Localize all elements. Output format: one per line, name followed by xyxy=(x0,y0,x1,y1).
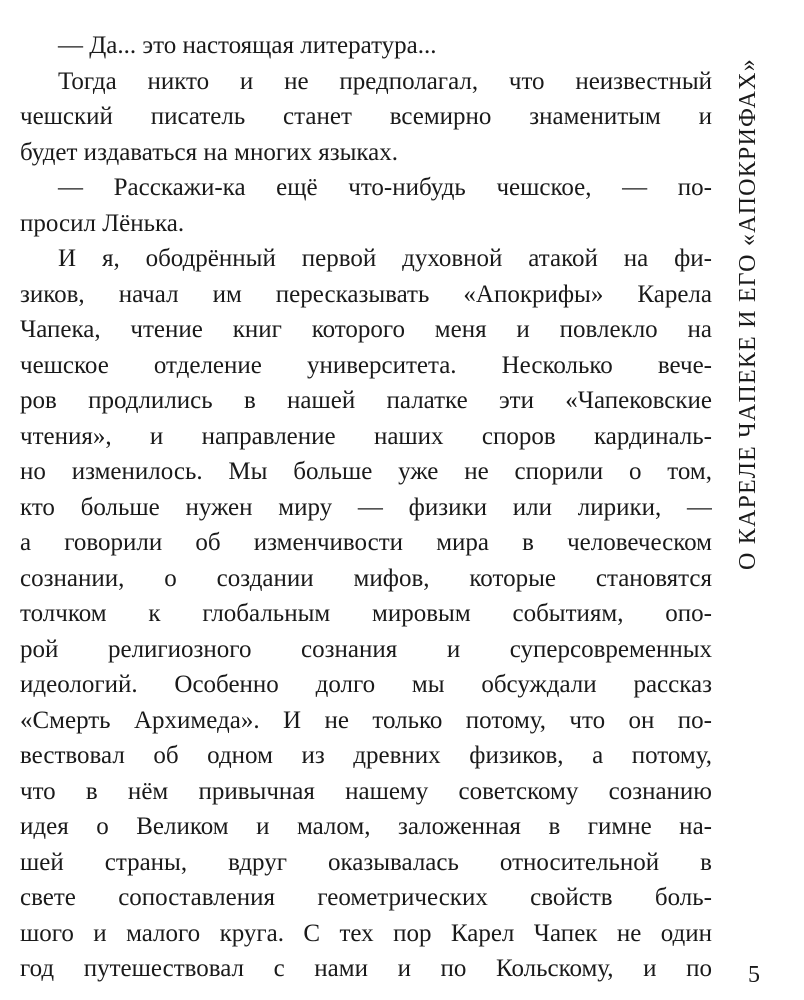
text-line: толчком к глобальным мировым событиям, опо- xyxy=(20,600,712,627)
text-line: рой религиозного сознания и суперсовременных xyxy=(20,635,712,663)
text-line: Чапека, чтение книг которого меня и повлекло на xyxy=(20,316,712,343)
running-head: О КАРЕЛЕ ЧАПЕКЕ И ЕГО «АПОКРИФАХ» xyxy=(735,58,761,570)
text-line: а говорили об изменчивости мира в человеческом xyxy=(20,529,712,556)
text-line: просил Лёнька. xyxy=(20,209,185,237)
text-line: сознании, о создании мифов, которые становятся xyxy=(20,564,712,592)
page-number: 5 xyxy=(748,962,760,988)
text-line: «Смерть Архимеда». И не только потому, что он по- xyxy=(20,706,712,734)
text-line: шого и малого круга. С тех пор Карел Чапек не один xyxy=(20,919,712,947)
text-line: кто больше нужен миру — физики или лирики, — xyxy=(20,493,712,521)
text-line: вествовал об одном из древних физиков, а потому, xyxy=(20,742,712,769)
text-line: И я, ободрённый первой духовной атакой на фи- xyxy=(58,245,712,272)
text-line: — Да... это настоящая литература... xyxy=(58,32,437,59)
text-line: будет издаваться на многих языках. xyxy=(20,138,398,166)
text-line: идеологий. Особенно долго мы обсуждали рассказ xyxy=(20,671,712,698)
text-line: зиков, начал им пересказывать «Апокрифы» Карела xyxy=(20,280,712,308)
text-line: шей страны, вдруг оказывалась относительной в xyxy=(20,848,712,876)
text-line: что в нём привычная нашему советскому сознанию xyxy=(20,777,712,805)
text-line: свете сопоставления геометрических свойств боль- xyxy=(20,884,712,911)
page-body-text xyxy=(20,28,712,987)
text-line: Тогда никто и не предполагал, что неизвестный xyxy=(58,67,712,95)
text-line: но изменилось. Мы больше уже не спорили о том, xyxy=(20,458,712,485)
text-line: чешское отделение университета. Несколько вече- xyxy=(20,351,712,379)
text-line: чешский писатель станет всемирно знаменитым и xyxy=(20,103,712,130)
text-line: — Расскажи-ка ещё что-нибудь чешское, — по- xyxy=(58,174,712,201)
text-line: ров продлились в нашей палатке эти «Чапековские xyxy=(20,387,712,414)
text-line: год путешествовал с нами и по Кольскому, и по xyxy=(20,955,712,982)
text-line: чтения», и направление наших споров кардиналь- xyxy=(20,422,712,450)
text-line: идея о Великом и малом, заложенная в гимне на- xyxy=(20,813,712,840)
